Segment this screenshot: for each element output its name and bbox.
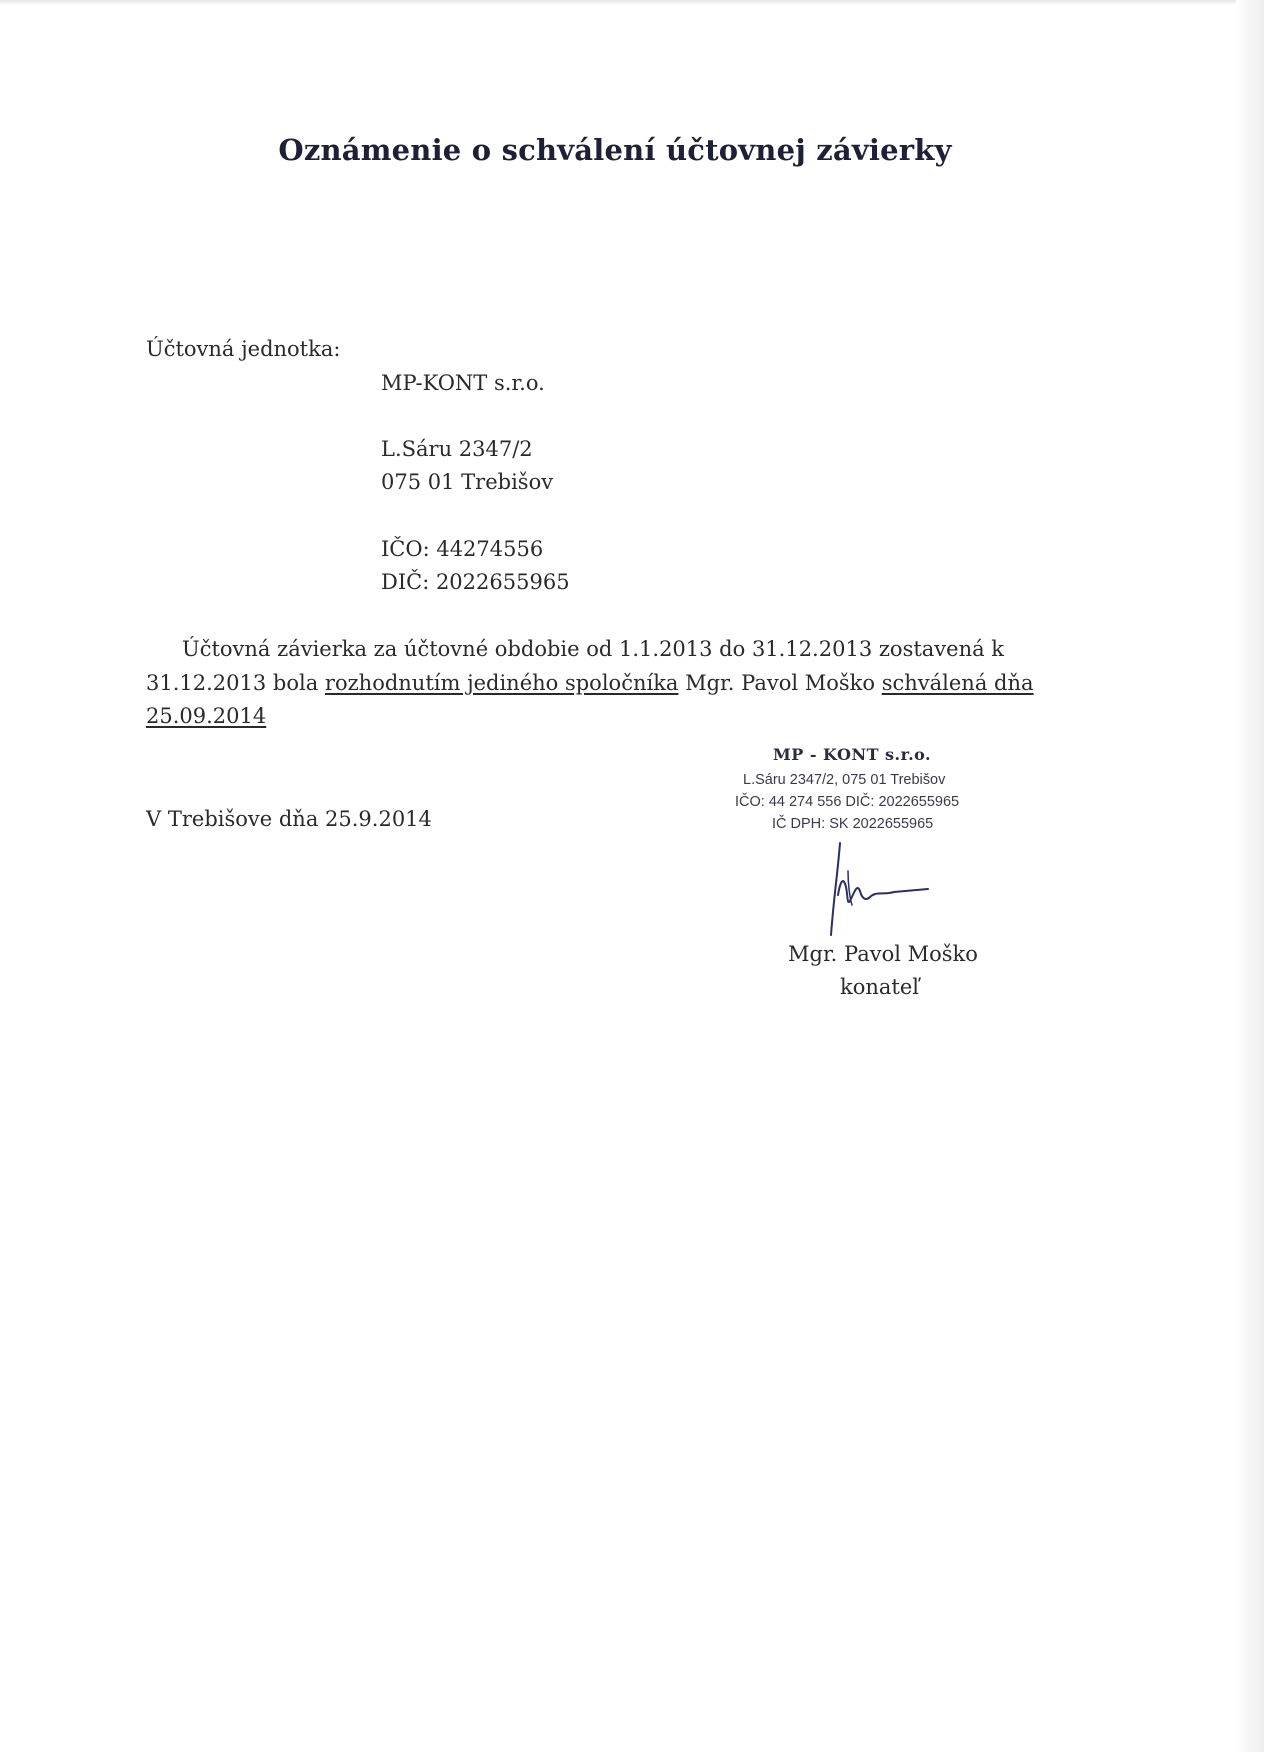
partner-name: Mgr. Pavol Moško [678,671,882,695]
document-title: Oznámenie o schválení účtovnej závierky [278,133,952,167]
company-name: MP-KONT s.r.o. [381,371,545,395]
scan-border-top [0,0,1264,5]
company-street: L.Sáru 2347/2 [381,437,533,461]
paragraph-text: 31.12.2013 bola [146,671,325,695]
company-city: 075 01 Trebišov [381,470,554,494]
scan-border-right [1236,0,1264,1752]
decision-underlined: rozhodnutím jediného spoločníka [324,671,679,695]
paragraph-line-2 [146,667,1034,700]
company-dic: DIČ: 2022655965 [381,570,570,594]
signatory-role: konateľ [840,975,919,999]
company-ico: IČO: 44274556 [381,537,544,561]
stamp-ic-dph: IČ DPH: SK 2022655965 [772,816,934,832]
paragraph-line-1: Účtovná závierka za účtovné obdobie od 1.1.2013 do 31.12.2013 zostavená k [182,637,1005,661]
stamp-company-name: MP - KONT s.r.o. [773,745,932,764]
entity-label: Účtovná jednotka: [146,337,341,361]
approved-underlined: schválená dňa [881,671,1034,695]
place-and-date: V Trebišove dňa 25.9.2014 [146,807,432,831]
approval-date: 25.09.2014 [146,704,267,728]
stamp-ico-dic: IČO: 44 274 556 DIČ: 2022655965 [735,794,960,810]
handwritten-signature [810,835,960,950]
stamp-address: L.Sáru 2347/2, 075 01 Trebišov [743,772,946,788]
signatory-name: Mgr. Pavol Moško [788,942,978,966]
